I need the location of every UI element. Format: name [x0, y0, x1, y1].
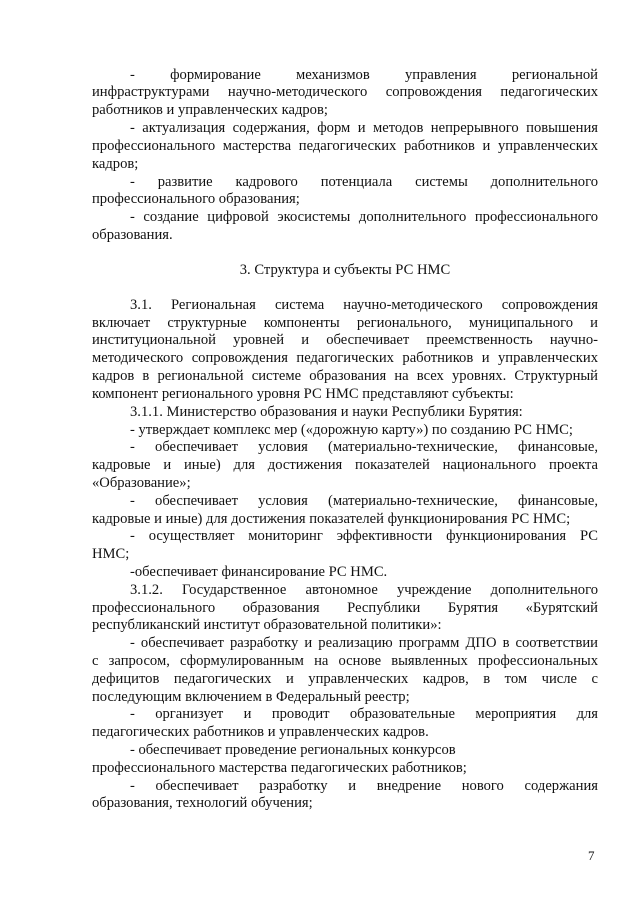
text-line: профессионального мастерства педагогических работников и управленческих — [92, 138, 598, 154]
text-line: педагогических работников и управленческих кадров. — [92, 724, 429, 740]
text-line: профессионального мастерства педагогических работников; — [92, 760, 467, 776]
section-heading: 3. Структура и субъекты РС НМС — [239, 262, 451, 278]
text-line: - обеспечивает проведение региональных конкурсов — [130, 742, 456, 758]
text-line: с запросом, сформулированным на основе выявленных профессиональных — [92, 653, 598, 669]
text-line: НМС; — [92, 546, 130, 562]
text-line: республиканский институт образовательной политики»: — [92, 617, 442, 633]
text-line: 3.1.1. Министерство образования и науки Республики Бурятия: — [130, 404, 523, 420]
text-line: кадровые и иные) для достижения показателей национального проекта — [92, 457, 598, 473]
text-line: - формирование механизмов управления региональной — [130, 67, 598, 83]
text-line: «Образование»; — [92, 475, 191, 491]
text-line: - создание цифровой экосистемы дополнительного профессионального — [130, 209, 598, 225]
text-line: -обеспечивает финансирование РС НМС. — [130, 564, 388, 580]
text-line: дефицитов педагогических и управленческих кадров, в том числе с — [92, 671, 598, 687]
text-line: - утверждает комплекс мер («дорожную карту») по созданию РС НМС; — [130, 422, 573, 438]
text-line: - развитие кадрового потенциала системы дополнительного — [130, 174, 598, 190]
text-line: 3.1.2. Государственное автономное учреждение дополнительного — [130, 582, 598, 598]
text-line: работников и управленческих кадров; — [92, 102, 328, 118]
text-line: - актуализация содержания, форм и методов непрерывного повышения — [130, 120, 598, 136]
text-line: последующим включением в Федеральный реестр; — [92, 689, 410, 705]
text-line: - организует и проводит образовательные мероприятия для — [130, 706, 598, 722]
text-line: кадров; — [92, 156, 139, 172]
text-line: профессионального образования Республики Бурятия «Бурятский — [92, 600, 598, 616]
text-line: инфраструктурами научно-методического сопровождения педагогических — [92, 84, 598, 100]
text-line: институциональной уровней и обеспечивает преемственность научно- — [92, 332, 598, 348]
text-line: - обеспечивает разработку и реализацию программ ДПО в соответствии — [130, 635, 598, 651]
text-line: образования. — [92, 227, 173, 243]
text-line: кадровые и иные) для достижения показателей функционирования РС НМС; — [92, 511, 571, 527]
text-line: кадров в региональной системе образования на всех уровнях. Структурный — [92, 368, 598, 384]
text-line: компонент регионального уровня РС НМС представляют субъекты: — [92, 386, 514, 402]
text-line: - обеспечивает условия (материально-технические, финансовые, — [130, 439, 598, 455]
text-line: 3.1. Региональная система научно-методического сопровождения — [130, 297, 598, 313]
text-line: - осуществляет мониторинг эффективности функционирования РС — [130, 528, 598, 544]
text-line: профессионального образования; — [92, 191, 300, 207]
text-line: методического сопровождения педагогических работников и управленческих — [92, 350, 598, 366]
text-line: - обеспечивает разработку и внедрение нового содержания — [130, 778, 598, 794]
text-line: - обеспечивает условия (материально-технические, финансовые, — [130, 493, 598, 509]
text-line: образования, технологий обучения; — [92, 795, 313, 811]
page-number: 7 — [588, 848, 595, 863]
text-line: включает структурные компоненты регионального, муниципального и — [92, 315, 598, 331]
